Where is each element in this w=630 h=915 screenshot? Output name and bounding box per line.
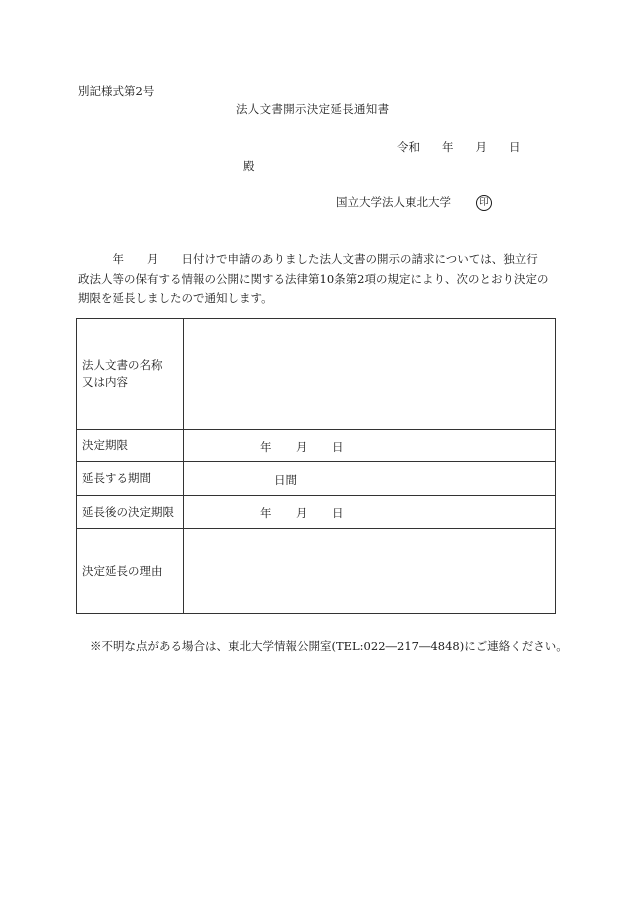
body-line: 政法人等の保有する情報の公開に関する法律第10条第2項の規定により、次のとおり決定の: [78, 271, 549, 286]
decision-deadline-label: 決定期限: [77, 430, 184, 462]
decision-deadline-year: 年: [260, 439, 272, 454]
date-line: [397, 142, 521, 154]
date-day: 日: [509, 140, 521, 154]
extension-period-label: 延長する期間: [77, 462, 184, 496]
extension-period-unit: 日間: [274, 472, 297, 487]
table-row: [77, 430, 556, 462]
date-era: 令和: [397, 140, 420, 154]
notification-table: [76, 318, 556, 614]
table-row: [77, 319, 556, 430]
extension-period-value[interactable]: [184, 462, 556, 496]
addressee-suffix: 殿: [243, 159, 255, 173]
decision-deadline-value[interactable]: [184, 430, 556, 462]
extended-deadline-label: 延長後の決定期限: [77, 496, 184, 529]
form-number: 別記様式第2号: [78, 84, 155, 98]
table-row: [77, 496, 556, 529]
date-year: 年: [442, 140, 454, 154]
decision-deadline-month: 月: [296, 439, 308, 454]
document-name-label-line1: 法人文書の名称: [82, 358, 163, 372]
extended-deadline-day: 日: [332, 506, 344, 520]
document-name-value[interactable]: [184, 319, 556, 430]
seal-mark: 印: [476, 195, 492, 211]
date-month: 月: [475, 140, 487, 154]
body-line: 年 月 日付けで申請のありました法人文書の開示の請求については、独立行: [78, 252, 538, 266]
extension-reason-label: 決定延長の理由: [77, 529, 184, 614]
document-name-label: [77, 319, 184, 430]
table-row: [77, 462, 556, 496]
contact-note: ※不明な点がある場合は、東北大学情報公開室(TEL:022―217―4848)にご連絡ください。: [90, 639, 568, 653]
document-name-label-line2: 又は内容: [82, 375, 128, 389]
table-row: [77, 529, 556, 614]
extension-reason-value[interactable]: [184, 529, 556, 614]
extended-deadline-month: 月: [296, 506, 308, 520]
extended-deadline-year: 年: [260, 506, 272, 520]
extended-deadline-value[interactable]: [184, 496, 556, 529]
document-title: 法人文書開示決定延長通知書: [236, 102, 390, 116]
body-line: 期限を延長しましたので通知します。: [78, 291, 273, 305]
decision-deadline-day: 日: [332, 439, 344, 454]
notification-body: [78, 250, 558, 309]
issuer-name: 国立大学法人東北大学: [336, 195, 451, 209]
